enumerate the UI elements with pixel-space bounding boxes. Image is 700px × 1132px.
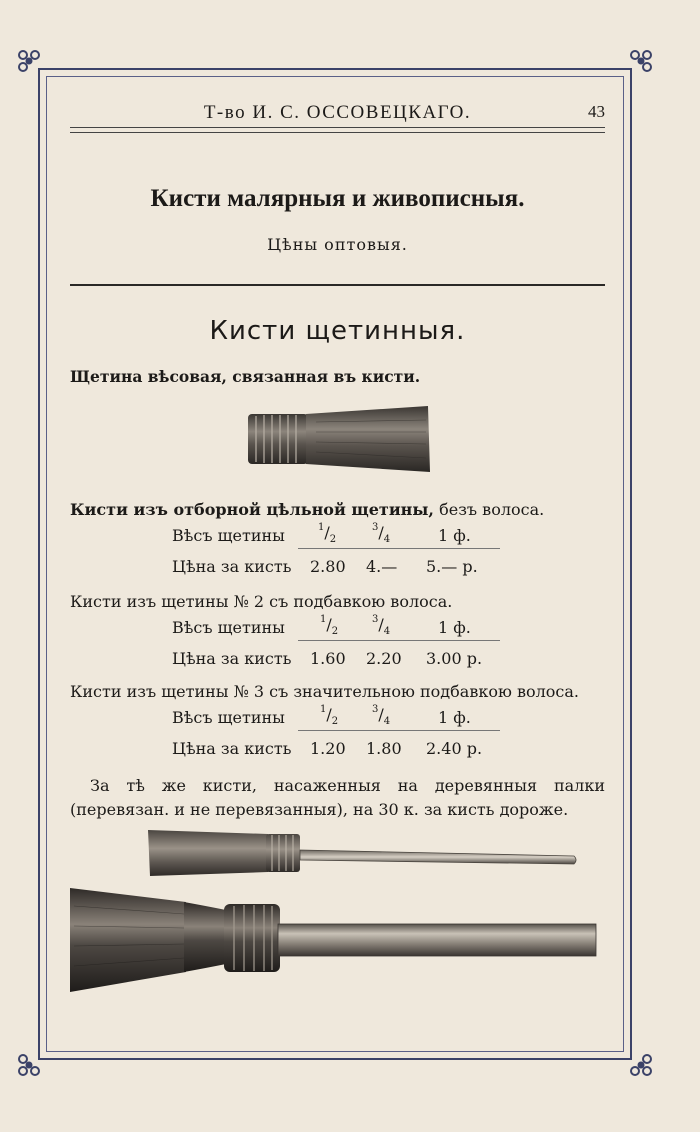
weight-one: 1 ф.: [438, 526, 471, 545]
group-3-heading-rest: Кисти изъ щетины № 3 съ значительною подбавкою волоса.: [70, 682, 580, 701]
weight-one: 1 ф.: [438, 618, 471, 637]
corner-ornament-icon: [628, 48, 654, 74]
price-note: За тѣ же кисти, насаженныя на деревянныя палки (перевязан. и не перевязанныя), на 30 к. за кисть дороже.: [70, 776, 605, 819]
weight-half: $^1/_2$: [320, 614, 339, 637]
row-underline: [298, 640, 500, 641]
group-2-heading-rest: Кисти изъ щетины № 2 съ подбавкою волоса.: [70, 592, 453, 611]
price-one: 2.40 р.: [426, 739, 483, 758]
group-3-heading: [70, 682, 579, 701]
price-label: Цѣна за кисть: [172, 557, 292, 576]
weight-three-quarters: $^3/_4$: [372, 522, 391, 545]
price-label: Цѣна за кисть: [172, 739, 292, 758]
row-underline: [298, 730, 500, 731]
bristle-brush-icon: [246, 402, 432, 478]
group-1-heading-bold: Кисти изъ отборной цѣльной щетины,: [70, 500, 434, 519]
page-number: 43: [588, 102, 605, 121]
weight-label: Вѣсъ щетины: [172, 526, 285, 545]
corner-ornament-icon: [628, 1052, 654, 1078]
price-half: 1.60: [310, 649, 346, 668]
corner-ornament-icon: [16, 48, 42, 74]
weight-three-quarters: $^3/_4$: [372, 614, 391, 637]
price-three-quarters: 1.80: [366, 739, 402, 758]
weight-label: Вѣсъ щетины: [172, 708, 285, 727]
price-half: 1.20: [310, 739, 346, 758]
weight-three-quarters: $^3/_4$: [372, 704, 391, 727]
weight-half: $^1/_2$: [320, 704, 339, 727]
page-subtitle: Цѣны оптовыя.: [267, 235, 408, 254]
title-rule: [70, 284, 605, 286]
section-heading: Кисти щетинныя.: [209, 316, 466, 346]
running-header: [70, 98, 605, 128]
price-label: Цѣна за кисть: [172, 649, 292, 668]
corner-ornament-icon: [16, 1052, 42, 1078]
page-title: Кисти малярныя и живописныя.: [150, 185, 525, 212]
row-underline: [298, 548, 500, 549]
weight-one: 1 ф.: [438, 708, 471, 727]
price-three-quarters: 2.20: [366, 649, 402, 668]
group-1-heading-rest: безъ волоса.: [434, 500, 545, 519]
group-1-heading: [70, 500, 544, 519]
section-subheading: Щетина вѣсовая, связанная въ кисти.: [70, 367, 421, 386]
large-brush-on-pole-icon: [66, 876, 600, 1002]
weight-half: $^1/_2$: [318, 522, 337, 545]
weight-label: Вѣсъ щетины: [172, 618, 285, 637]
price-half: 2.80: [310, 557, 346, 576]
price-three-quarters: 4.—: [366, 557, 398, 576]
price-one: 3.00 р.: [426, 649, 483, 668]
header-rule: [70, 127, 605, 133]
group-2-heading: [70, 592, 452, 611]
price-one: 5.— р.: [426, 557, 478, 576]
publisher-name: Т-во И. С. ОССОВЕЦКАГО.: [203, 102, 472, 123]
